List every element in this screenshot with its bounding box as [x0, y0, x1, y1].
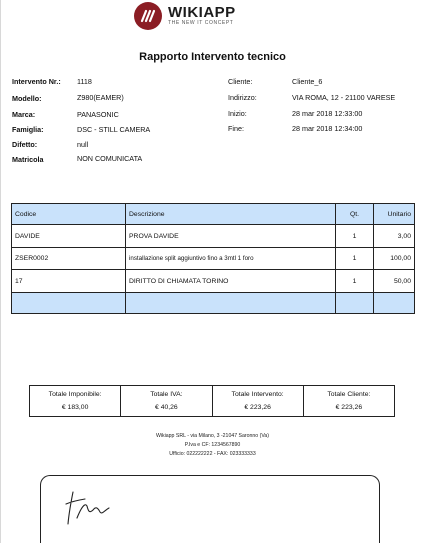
field-modello-label: Modello:: [12, 94, 42, 103]
total-cliente-value: € 223,26: [335, 404, 363, 411]
footer-cell: [126, 293, 336, 313]
cell-codice: DAVIDE: [12, 225, 126, 247]
cell-qt: 1: [336, 225, 374, 247]
handwritten-signature: [63, 488, 123, 533]
column-header-unitario: Unitario: [387, 210, 411, 218]
logo-name: WIKIAPP: [168, 4, 236, 21]
field-intervento-value: 1118: [77, 77, 92, 86]
items-table: [11, 203, 415, 314]
cell-unitario: 100,00: [390, 255, 411, 262]
field-intervento-label: Intervento Nr.:: [12, 77, 61, 86]
table-row: [12, 270, 414, 293]
field-indirizzo-value: VIA ROMA, 12 - 21100 VARESE: [292, 93, 396, 102]
field-inizio-value: 28 mar 2018 12:33:00: [292, 109, 363, 118]
cell-codice: ZSER0002: [12, 248, 126, 269]
company-contacts: Ufficio: 022222222 - FAX: 023333333: [169, 451, 256, 457]
field-cliente-value: Cliente_6: [292, 77, 323, 86]
cell-codice: 17: [12, 270, 126, 292]
cell-descrizione: DIRITTO DI CHIAMATA TORINO: [126, 270, 336, 292]
field-inizio-label: Inizio:: [228, 109, 247, 118]
total-imponibile: [30, 386, 121, 416]
total-imponibile-value: € 183,00: [61, 404, 89, 411]
field-famiglia-value: DSC - STILL CAMERA: [77, 125, 151, 134]
total-intervento-label: Totale Intervento:: [231, 391, 284, 398]
footer-cell: [12, 293, 126, 313]
table-row: [12, 248, 414, 270]
cell-descrizione: PROVA DAVIDE: [126, 225, 336, 247]
logo-tagline: THE NEW IT CONCEPT: [168, 20, 234, 26]
footer-cell: [336, 293, 374, 313]
cell-unitario: 50,00: [393, 277, 411, 285]
field-marca-value: PANASONIC: [77, 110, 119, 119]
total-intervento-value: € 223,26: [244, 404, 271, 411]
column-header-codice: Codice: [12, 204, 126, 224]
field-indirizzo-label: Indirizzo:: [228, 93, 257, 102]
total-cliente-label: Totale Cliente:: [327, 391, 371, 398]
field-famiglia-label: Famiglia:: [12, 125, 44, 134]
company-address: Wikiapp SRL - via Milano, 3 -21047 Saronno (Va): [155, 433, 270, 439]
cell-unitario: 3,00: [397, 232, 411, 240]
field-matricola-label: Matricola: [12, 155, 44, 164]
field-difetto-label: Difetto:: [12, 140, 38, 149]
field-fine-value: 28 mar 2018 12:34:00: [292, 124, 363, 133]
total-iva-value: € 40,26: [155, 404, 178, 411]
field-difetto-value: null: [77, 140, 89, 149]
table-row: [12, 225, 414, 248]
totals-box: [29, 385, 395, 417]
cell-qt: 1: [336, 248, 374, 269]
table-header: [12, 204, 414, 225]
field-matricola-value: NON COMUNICATA: [77, 154, 143, 163]
total-iva: [121, 386, 212, 416]
total-intervento: [213, 386, 304, 416]
cell-descrizione: installazione split aggiuntivo fino a 3mtl 1 foro: [126, 248, 336, 269]
column-header-descrizione: Descrizione: [126, 204, 336, 224]
total-imponibile-label: Totale Imponibile:: [48, 391, 102, 398]
total-iva-label: Totale IVA:: [150, 391, 183, 398]
company-logo: [134, 2, 294, 30]
column-header-qt: Qt.: [336, 204, 374, 224]
field-cliente-label: Cliente:: [228, 77, 253, 86]
field-modello-value: Z980(EAMER): [77, 93, 124, 102]
field-marca-label: Marca:: [12, 110, 36, 119]
company-vat: P.Iva e CF: 1234567890: [184, 442, 241, 448]
wikiapp-logo-icon: [134, 2, 162, 30]
field-fine-label: Fine:: [228, 124, 244, 133]
company-info: [1, 432, 423, 459]
footer-cell: [374, 293, 414, 313]
page-title: Rapporto Intervento tecnico: [139, 51, 286, 63]
table-footer-row: [12, 293, 414, 313]
total-cliente: [304, 386, 394, 416]
cell-qt: 1: [336, 270, 374, 292]
